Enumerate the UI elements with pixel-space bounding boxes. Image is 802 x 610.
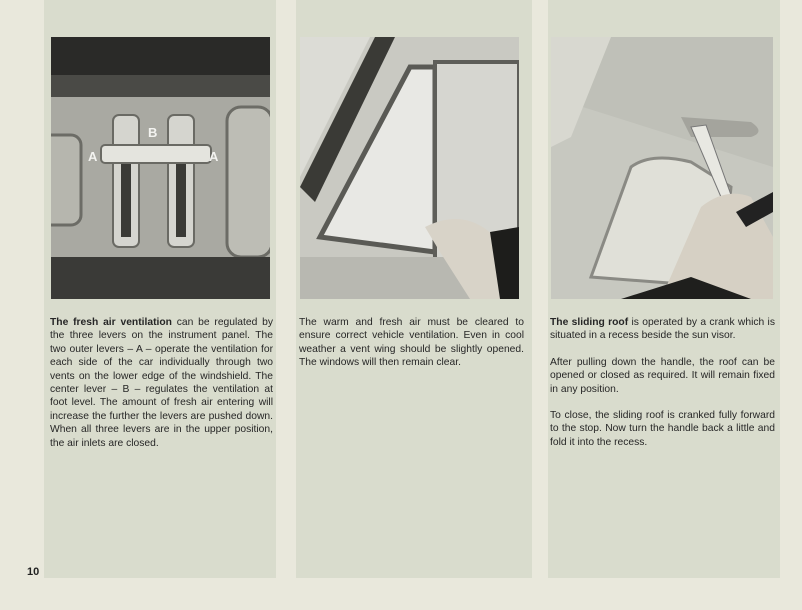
sliding-roof-paragraph-1	[550, 316, 775, 343]
sliding-roof-paragraph-3: To close, the sliding roof is cranked fully forward to the stop. Now turn the handle back a little and fold it into the recess.	[550, 410, 775, 448]
sliding-roof-heading: The sliding roof	[550, 317, 629, 328]
page-number: 10	[27, 566, 40, 578]
window-clearing-paragraph: The warm and fresh air must be cleared to ensure correct vehicle ventilation. Even in cool weather a vent wing should be slightly opened. The windows will then remain clear.	[299, 317, 524, 369]
lever-a-right-label: A	[209, 149, 219, 164]
lever-b-label: B	[148, 125, 158, 140]
fresh-air-paragraph	[50, 316, 273, 450]
lever-a-left-label: A	[88, 149, 98, 164]
sliding-roof-text	[550, 316, 775, 462]
fresh-air-ventilation-text	[50, 316, 273, 463]
vent-wing-photo	[300, 37, 519, 299]
fresh-air-levers-photo	[51, 37, 270, 299]
fresh-air-body: can be regulated by the three levers on the instrument panel. The two outer levers – A – operate the ventilation for each side of the car individually through two vents on the lower edge of the windshield. The center lever – B – regulates the ventilation at foot level. The amount of fresh air entering will increase the further the levers are pushed down. When all three levers are in the upper position, the air inlets are closed.	[50, 317, 273, 449]
window-clearing-text	[299, 316, 524, 383]
sliding-roof-body: is operated by a crank which is situated in a recess beside the sun visor.	[550, 317, 775, 342]
sliding-roof-crank-photo	[551, 37, 773, 299]
fresh-air-heading: The fresh air ventilation	[50, 317, 172, 328]
sliding-roof-paragraph-2: After pulling down the handle, the roof can be opened or closed as required. It will remain fixed in any position.	[550, 356, 775, 395]
